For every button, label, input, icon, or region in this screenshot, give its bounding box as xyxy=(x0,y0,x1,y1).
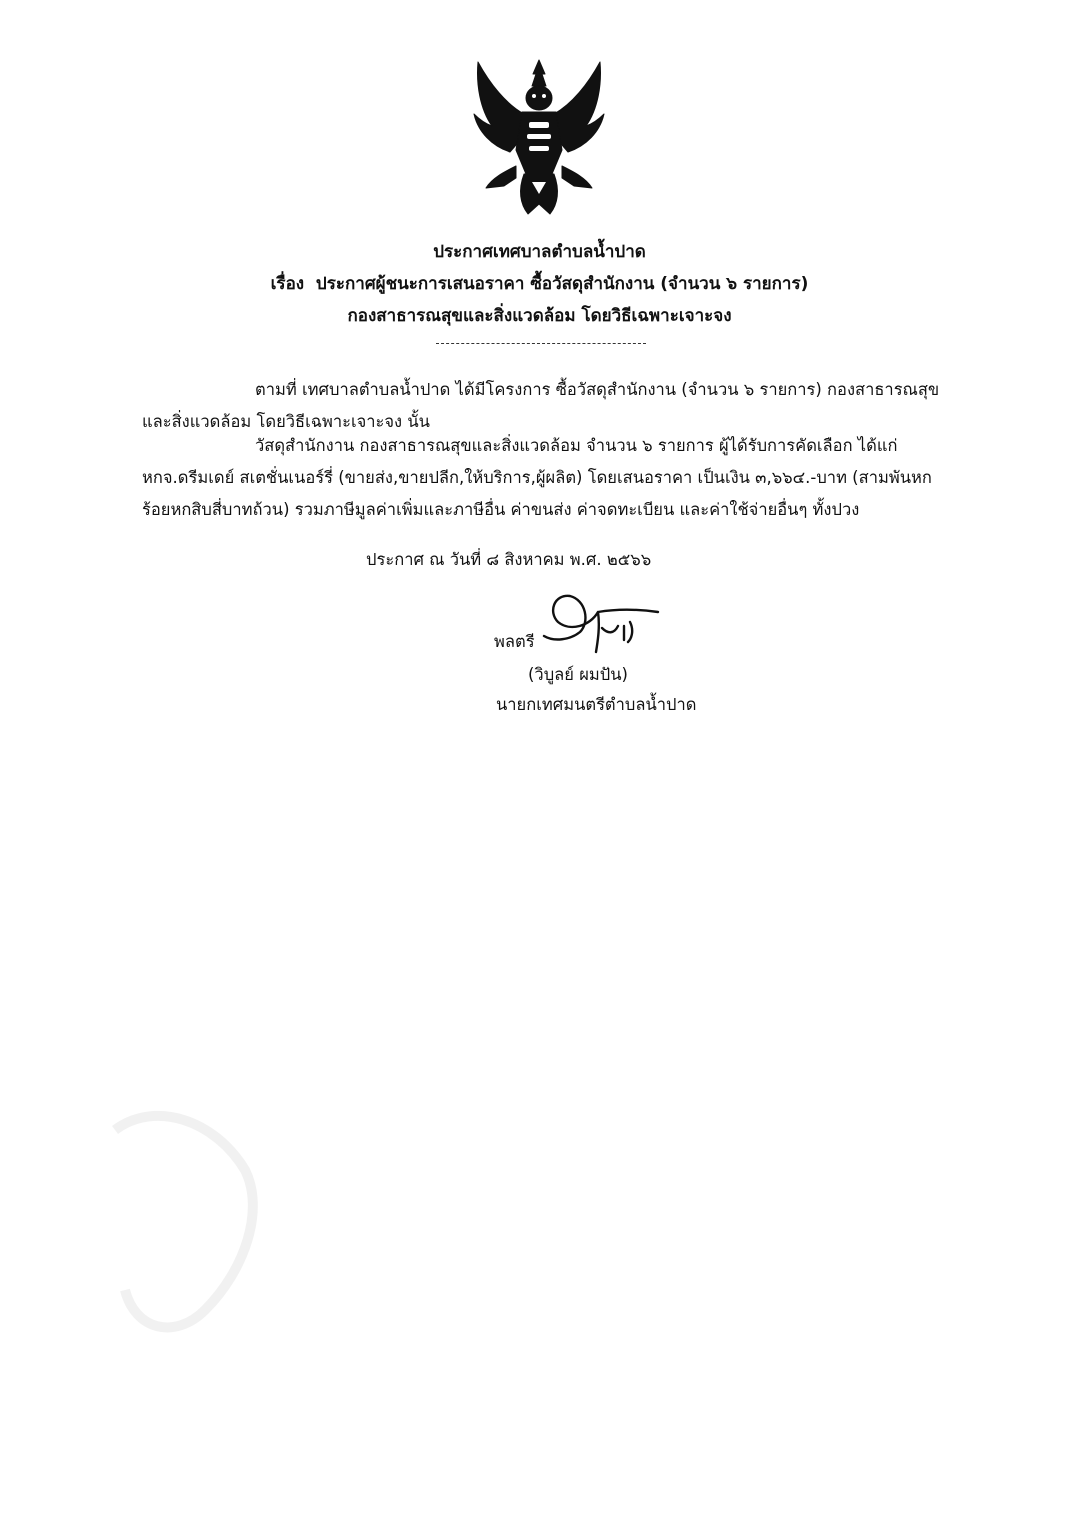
announce-date: ประกาศ ณ วันที่ ๘ สิงหาคม พ.ศ. ๒๕๖๖ xyxy=(366,550,652,569)
heading-divider xyxy=(436,343,646,344)
signer-name: (วิบูลย์ ผมปัน) xyxy=(528,665,628,684)
body-line-4: หกจ.ดรีมเดย์ สเตชั่นเนอร์รี่ (ขายส่ง,ขายปลีก,ให้บริการ,ผู้ผลิต) โดยเสนอราคา เป็นเงิน ๓,๖๖๔.-บาท (สามพันหก xyxy=(142,468,932,487)
document-title: ประกาศเทศบาลตำบลน้ำปาด xyxy=(433,242,646,262)
subject-text: ประกาศผู้ชนะการเสนอราคา ซื้อวัสดุสำนักงาน (จำนวน ๖ รายการ) xyxy=(315,274,809,294)
document-department: กองสาธารณสุขและสิ่งแวดล้อม โดยวิธีเฉพาะเจาะจง xyxy=(347,306,732,326)
handwritten-signature xyxy=(540,582,666,654)
body-line-3: วัสดุสำนักงาน กองสาธารณสุขและสิ่งแวดล้อม จำนวน ๖ รายการ ผู้ได้รับการคัดเลือก ได้แก่ xyxy=(255,436,898,455)
signer-position: นายกเทศมนตรีตำบลน้ำปาด xyxy=(496,695,697,714)
signer-rank: พลตรี xyxy=(494,632,535,651)
body-line-1: ตามที่ เทศบาลตำบลน้ำปาด ได้มีโครงการ ซื้อวัสดุสำนักงาน (จำนวน ๖ รายการ) กองสาธารณสุข xyxy=(255,380,940,399)
body-line-2: และสิ่งแวดล้อม โดยวิธีเฉพาะเจาะจง นั้น xyxy=(142,412,430,431)
body-line-5: ร้อยหกสิบสี่บาทถ้วน) รวมภาษีมูลค่าเพิ่มและภาษีอื่น ค่าขนส่ง ค่าจดทะเบียน และค่าใช้จ่ายอื่นๆ ทั้งปวง xyxy=(142,500,860,519)
garuda-emblem-icon xyxy=(466,54,612,218)
faint-bleed-through-mark xyxy=(95,1090,285,1350)
subject-prefix: เรื่อง xyxy=(270,274,305,294)
document-subject xyxy=(0,272,1079,296)
